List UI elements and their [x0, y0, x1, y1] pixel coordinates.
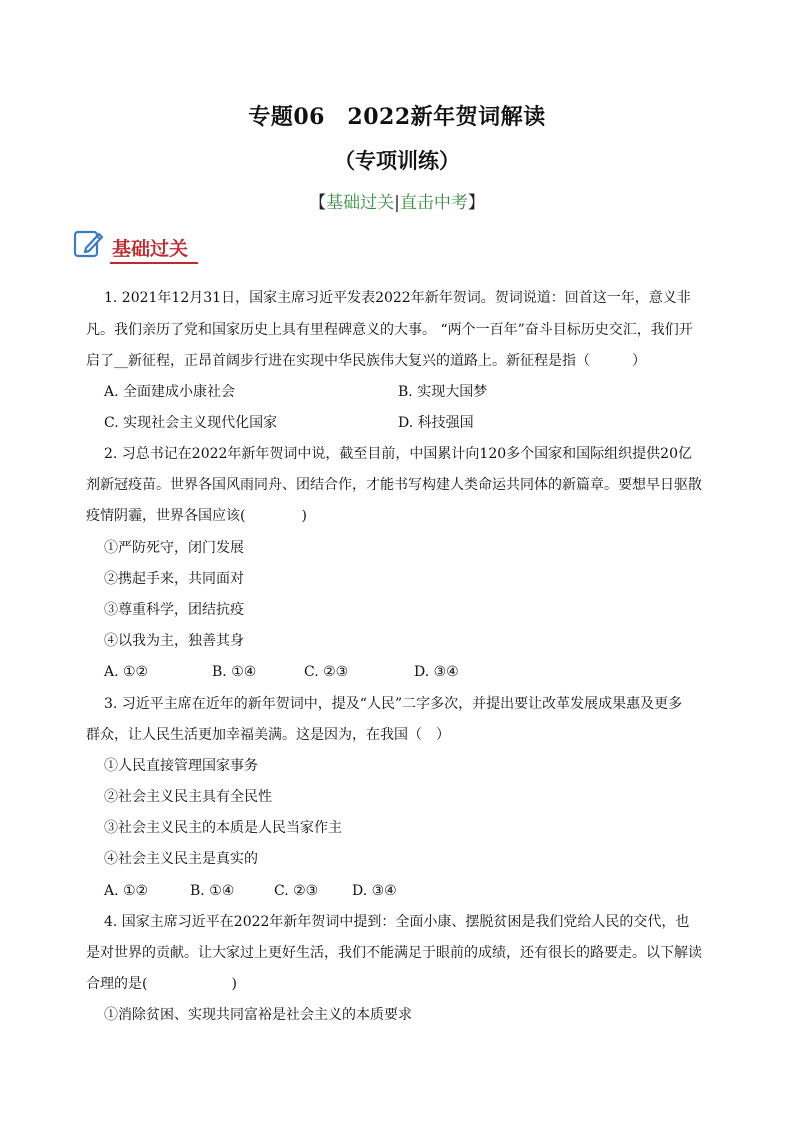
- tag-open-bracket: 【: [309, 193, 327, 213]
- q2-option-a: A. ①②: [104, 664, 149, 680]
- q3-statement-2: ②社会主义民主具有全民性: [104, 789, 272, 805]
- document-subtitle: （专项训练）: [334, 148, 460, 173]
- q2-line-1: 2. 习总书记在2022年新年贺词中说，截至目前，中国累计向120多个国家和国际组织提供20亿: [104, 446, 692, 462]
- q3-option-c: C. ②③: [274, 883, 319, 899]
- q2-statement-2: ②携起手来，共同面对: [104, 571, 244, 587]
- q4-line-1: 4. 国家主席习近平在2022年新年贺词中提到：全面小康、摆脱贫困是我们党给人民的交代，也: [104, 914, 690, 930]
- tag-close-bracket: 】: [467, 193, 485, 213]
- q2-statement-4: ④以我为主，独善其身: [104, 633, 244, 649]
- q3-statement-1: ①人民直接管理国家事务: [104, 758, 258, 774]
- tag-part-basic: 基础过关: [326, 193, 395, 213]
- tag-separator: |: [394, 193, 400, 213]
- section-heading: [72, 228, 272, 268]
- q2-statement-3: ③尊重科学，团结抗疫: [104, 602, 244, 618]
- q4-statement-1: ①消除贫困、实现共同富裕是社会主义的本质要求: [104, 1007, 412, 1023]
- q3-line-2: 群众，让人民生活更加幸福美满。这是因为，在我国（ ）: [86, 727, 450, 743]
- q3-option-a: A. ①②: [104, 883, 149, 899]
- document-title: 专题06 2022新年贺词解读: [248, 104, 546, 130]
- section-underline: [110, 262, 198, 264]
- section-label: 基础过关: [112, 238, 189, 260]
- q2-option-c: C. ②③: [304, 664, 349, 680]
- q1-option-a: A. 全面建成小康社会: [104, 384, 236, 400]
- q1-option-d: D. 科技强国: [398, 415, 474, 431]
- q1-line-1: 1. 2021年12月31日，国家主席习近平发表2022年新年贺词。贺词说道：回首这一年，意义非: [104, 290, 691, 306]
- tag-part-exam: 直击中考: [399, 193, 468, 213]
- q1-line-2: 凡。我们亲历了党和国家历史上具有里程碑意义的大事。 “两个一百年”奋斗目标历史交汇，我们开: [86, 322, 693, 338]
- q3-statement-4: ④社会主义民主是真实的: [104, 851, 258, 867]
- q1-option-b: B. 实现大国梦: [398, 384, 488, 400]
- q4-line-2: 是对世界的贡献。让大家过上更好生活，我们不能满足于眼前的成绩，还有很长的路要走。以下解读: [86, 945, 702, 961]
- q2-option-b: B. ①④: [212, 664, 257, 680]
- q2-statement-1: ①严防死守，闭门发展: [104, 540, 244, 556]
- q3-option-b: B. ①④: [190, 883, 235, 899]
- q3-statement-3: ③社会主义民主的本质是人民当家作主: [104, 820, 342, 836]
- q1-option-c: C. 实现社会主义现代化国家: [104, 415, 278, 431]
- q2-line-3: 疫情阴霾，世界各国应该( ): [86, 508, 307, 524]
- q2-option-d: D. ③④: [414, 664, 459, 680]
- q3-option-d: D. ③④: [352, 883, 397, 899]
- edit-icon: [72, 228, 104, 260]
- q2-line-2: 剂新冠疫苗。世界各国风雨同舟、团结合作，才能书写构建人类命运共同体的新篇章。要想早日驱散: [86, 477, 702, 493]
- q4-line-3: 合理的是( ): [86, 976, 237, 992]
- q3-line-1: 3. 习近平主席在近年的新年贺词中，提及“人民”二字多次，并提出要让改革发展成果惠及更多: [104, 696, 683, 712]
- q1-line-3: 启了__新征程，正昂首阔步行进在实现中华民族伟大复兴的道路上。新征程是指（ ）: [86, 353, 646, 369]
- level-tag: [0, 188, 794, 213]
